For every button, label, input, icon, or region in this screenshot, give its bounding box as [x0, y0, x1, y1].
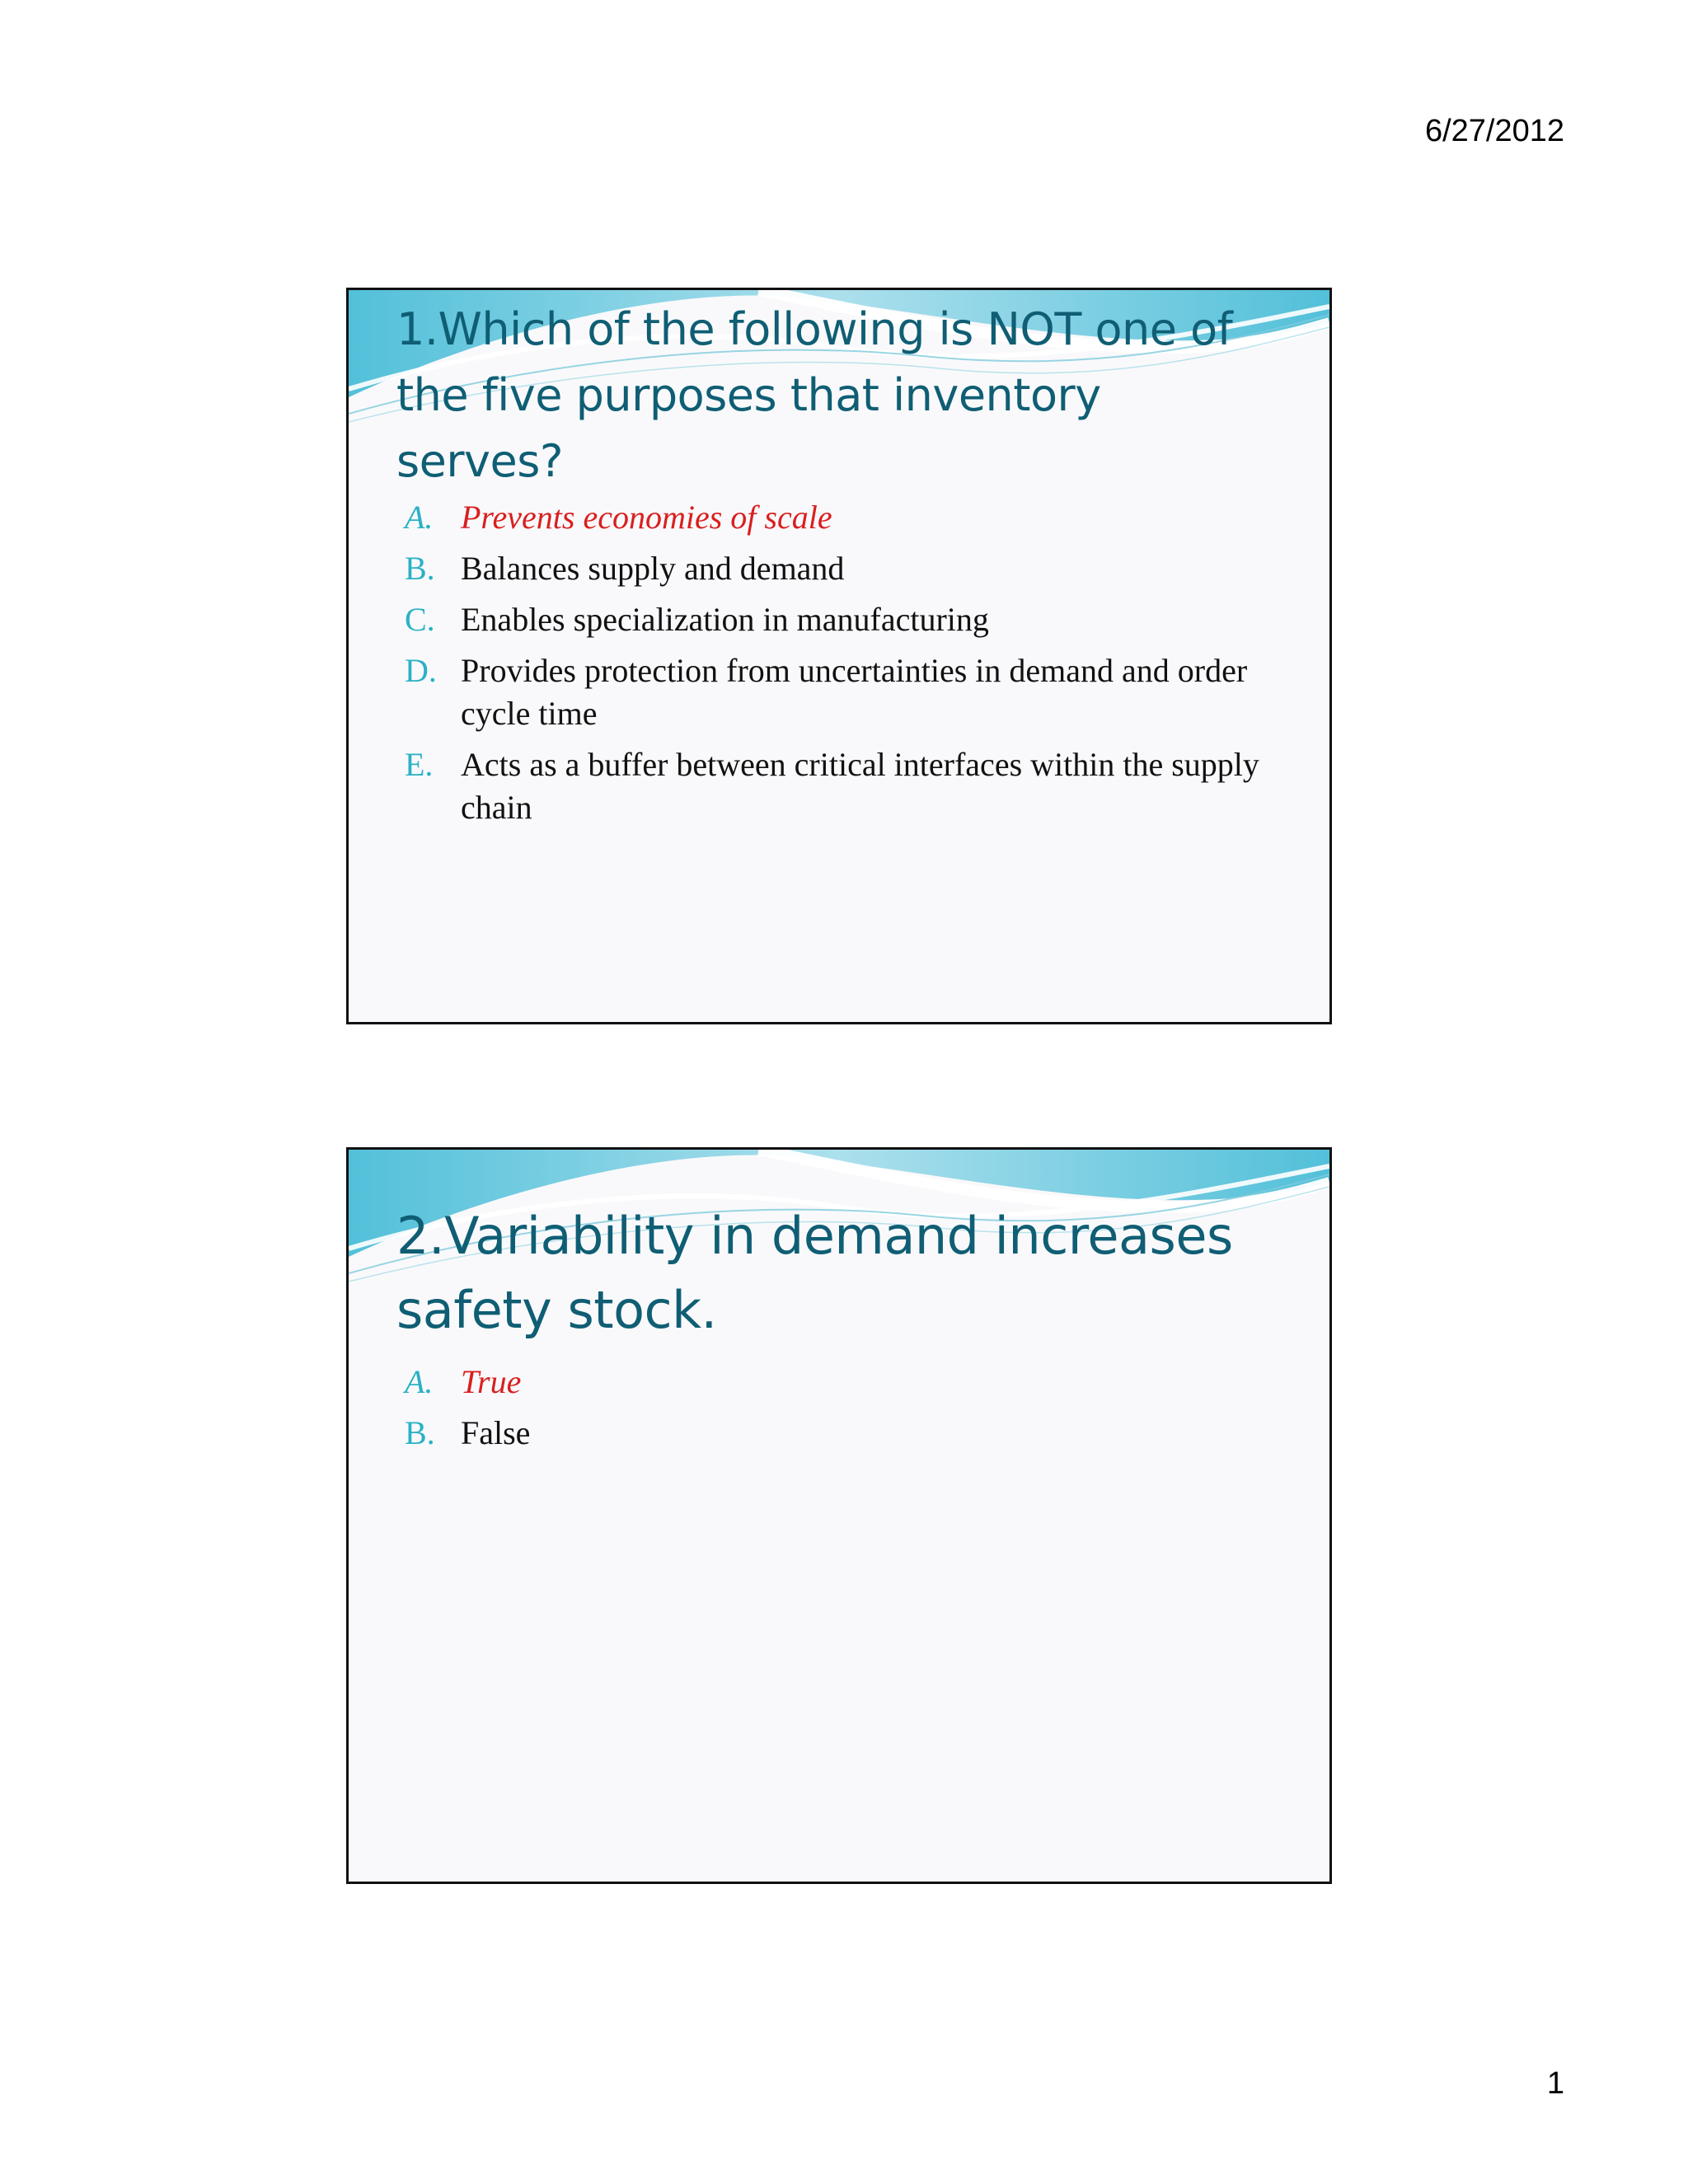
option-text: False	[461, 1414, 531, 1451]
option-letter: D.	[405, 652, 437, 689]
question-title: 1.Which of the following is NOT one of the five purposes that inventory serves?	[396, 303, 1233, 487]
option-text: Balances supply and demand	[461, 550, 845, 587]
option-text: Acts as a buffer between critical interfaces within the supply chain	[461, 746, 1259, 826]
option-b	[405, 547, 1280, 590]
answer-options	[405, 496, 1280, 837]
option-letter: B.	[405, 1414, 435, 1451]
option-d	[405, 649, 1280, 735]
option-a	[405, 1361, 1280, 1404]
option-text: Provides protection from uncertainties in demand and order cycle time	[461, 652, 1248, 732]
option-text: Prevents economies of scale	[461, 499, 832, 536]
option-letter: C.	[405, 601, 435, 638]
option-letter: B.	[405, 550, 435, 587]
option-c	[405, 598, 1280, 641]
answer-options	[405, 1361, 1280, 1463]
slide-1	[346, 288, 1332, 1024]
slide-2	[346, 1147, 1332, 1884]
question-title: 2.Variability in demand increases safety stock.	[396, 1206, 1233, 1340]
option-letter: A.	[405, 499, 434, 536]
option-letter: A.	[405, 1363, 434, 1400]
option-letter: E.	[405, 746, 434, 783]
option-text: Enables specialization in manufacturing	[461, 601, 989, 638]
page-date: 6/27/2012	[1424, 114, 1564, 148]
option-text: True	[461, 1363, 522, 1400]
option-b	[405, 1412, 1280, 1455]
page-number: 1	[1546, 2066, 1564, 2101]
option-a	[405, 496, 1280, 539]
option-e	[405, 743, 1280, 829]
